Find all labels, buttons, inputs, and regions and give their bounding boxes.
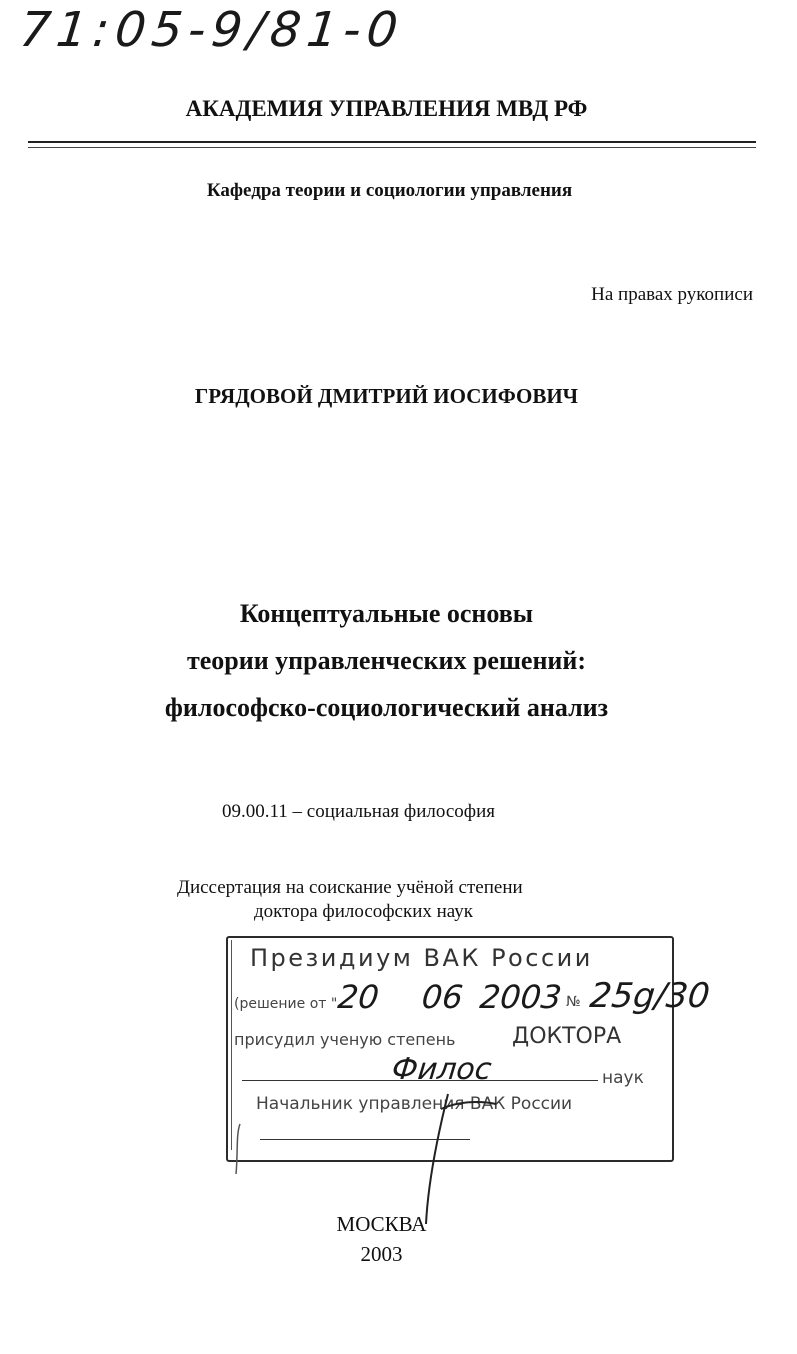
header-rule-thin: [28, 147, 756, 148]
academy-text: АКАДЕМИЯ УПРАВЛЕНИЯ МВД РФ: [185, 96, 588, 121]
city: МОСКВА: [336, 1212, 427, 1236]
title-line-1: Концептуальные основы: [239, 599, 534, 628]
manuscript-note: На правах рукописи: [591, 284, 753, 305]
signature-mark: [216, 934, 672, 1162]
dissertation-title: [0, 590, 797, 731]
department-heading: [0, 180, 797, 202]
department-text: Кафедра теории и социологии управления: [206, 180, 573, 201]
stamp-awarded-label: присудил ученую степень: [234, 1030, 456, 1049]
vak-stamp: [216, 934, 712, 1162]
author-text: ГРЯДОВОЙ ДМИТРИЙ ИОСИФОВИЧ: [194, 384, 579, 408]
stamp-decision-label: (решение от ": [234, 996, 338, 1012]
title-line-2: теории управленческих решений:: [186, 646, 587, 675]
stamp-date-month: 06: [420, 978, 465, 1016]
stamp-number-value: 25g/30: [587, 976, 712, 1016]
city-year-block: [0, 1209, 797, 1269]
header-rule: [28, 141, 756, 143]
author-name: [0, 384, 797, 409]
title-line-3: философско-социологический анализ: [164, 693, 609, 722]
stamp-title: Президиум ВАК России: [250, 944, 593, 972]
year: 2003: [360, 1242, 403, 1266]
archive-number-handwritten: 71:05-9/81-0: [17, 2, 407, 58]
stamp-date-day: 20: [336, 978, 381, 1016]
stamp-date-year: 2003: [478, 978, 564, 1016]
academy-heading: [0, 96, 797, 122]
degree-line-1: Диссертация на соискание учёной степени: [177, 877, 523, 898]
stamp-degree: ДОКТОРА: [512, 1024, 622, 1049]
stamp-field-handwritten: Филос: [390, 1052, 494, 1087]
stamp-number-label: №: [566, 994, 581, 1010]
specialty-code: 09.00.11 – социальная философия: [222, 801, 495, 822]
stamp-head-label: Начальник управления ВАК России: [256, 1094, 573, 1114]
stamp-sciences-label: наук: [602, 1068, 644, 1088]
degree-line-2: доктора философских наук: [254, 901, 474, 922]
